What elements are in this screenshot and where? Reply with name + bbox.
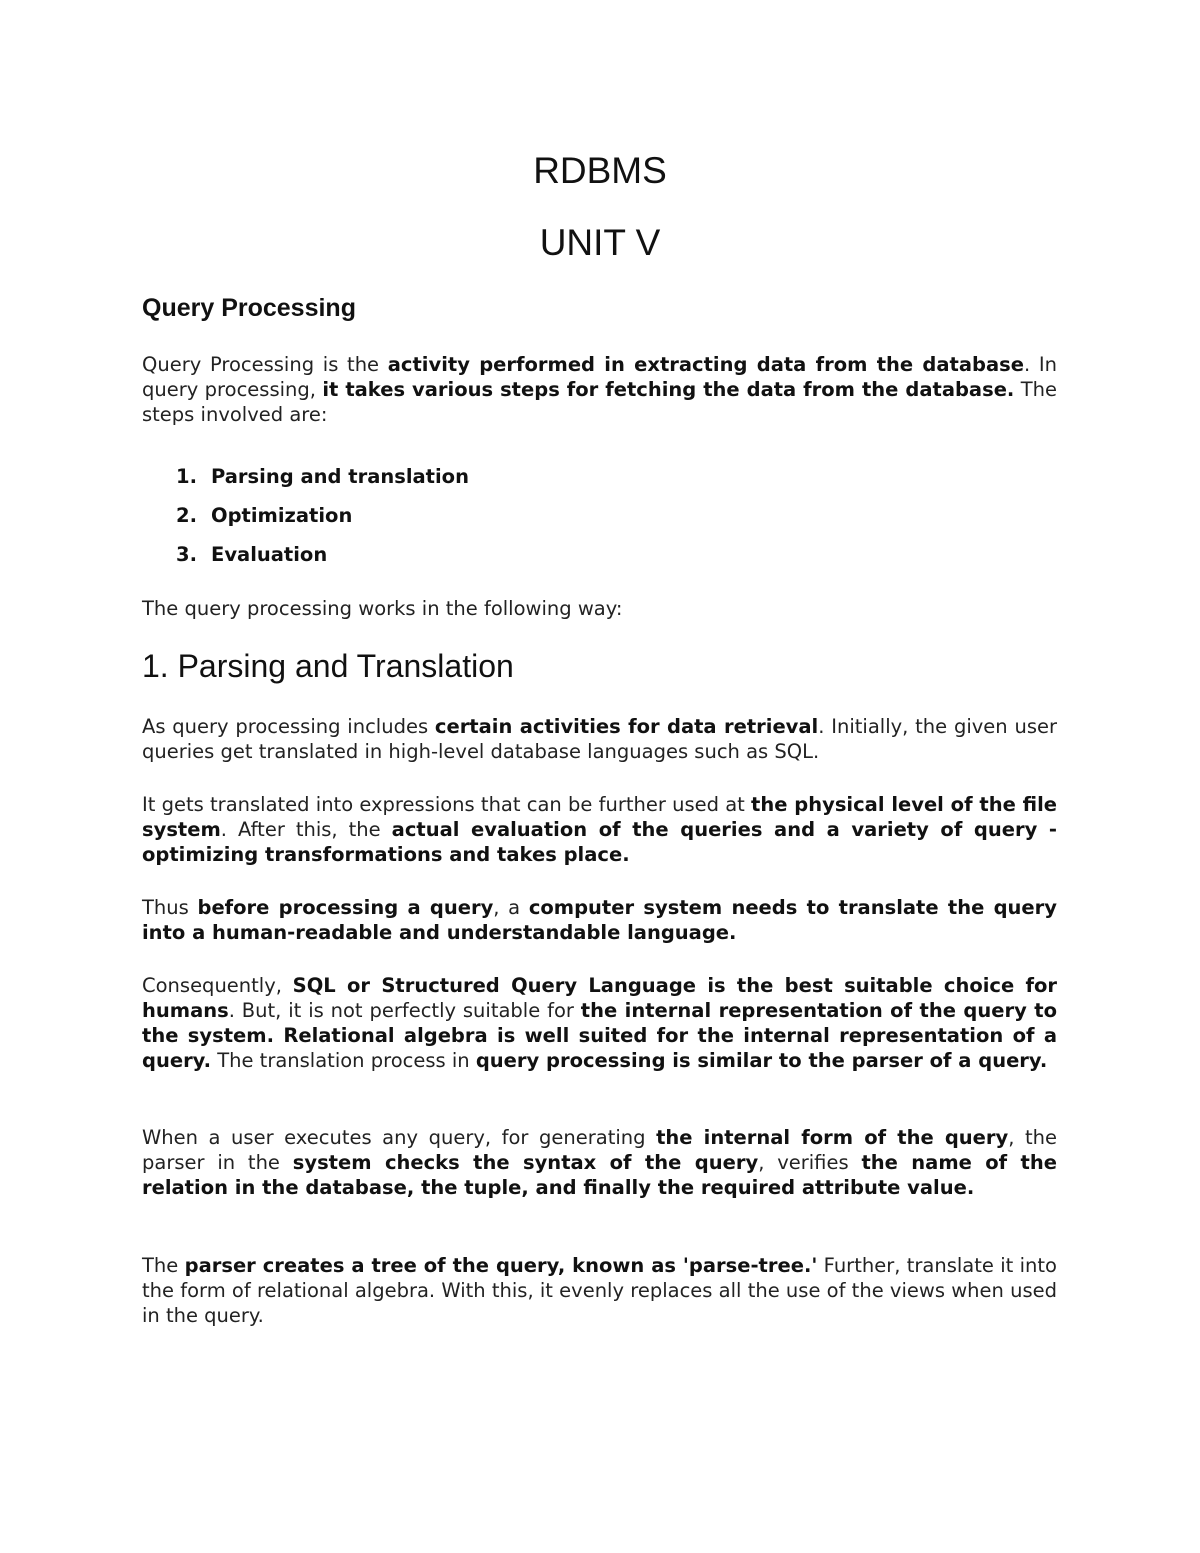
document-title: RDBMS <box>533 150 667 191</box>
bold-text: the name of the relation in the database, the tuple, and finally the required attribute value. <box>142 1151 1057 1199</box>
text-run: The steps involved are: <box>142 378 1057 426</box>
bold-text: the physical level of the file system <box>142 793 1057 841</box>
paragraph <box>142 714 1057 764</box>
works-line: The query processing works in the following way: <box>142 597 623 620</box>
bold-text: actual evaluation of the queries and a variety of query -optimizing transformations and takes place. <box>142 818 1057 866</box>
text-run: When a user executes any query, for generating <box>142 1126 657 1149</box>
steps-list <box>176 464 469 581</box>
list-item <box>176 503 469 542</box>
text-run: As query processing includes <box>142 715 435 738</box>
bold-text: the internal representation of the query to the system. Relational algebra is well suited for the internal representation of a query. <box>142 999 1057 1072</box>
list-label: Optimization <box>211 504 353 527</box>
text-run: . But, it is not perfectly suitable for <box>228 999 581 1022</box>
list-number: 1. <box>176 465 197 488</box>
section-heading: Query Processing <box>142 294 356 322</box>
unit-heading: UNIT V <box>539 222 661 263</box>
paragraph <box>142 973 1057 1073</box>
bold-text: activity performed in extracting data from the database <box>387 353 1024 376</box>
list-item <box>176 464 469 503</box>
text-run: , the parser in the <box>142 1126 1057 1174</box>
text-run: . After this, the <box>220 818 392 841</box>
bold-text: before processing a query <box>197 896 494 919</box>
paragraph <box>142 895 1057 945</box>
bold-text: computer system needs to translate the query into a human-readable and understandable language. <box>142 896 1057 944</box>
list-number: 3. <box>176 543 197 566</box>
text-run: . In query processing, <box>142 353 1057 401</box>
paragraph <box>142 1125 1057 1200</box>
bold-text: the internal form of the query <box>656 1126 1009 1149</box>
text-run: . Initially, the given user queries get translated in high-level database languages such as SQL. <box>142 715 1057 763</box>
text-run: Thus <box>142 896 198 919</box>
text-run: Consequently, <box>142 974 293 997</box>
text-run: , a <box>493 896 529 919</box>
list-label: Evaluation <box>211 543 328 566</box>
bold-text: SQL or Structured Query Language is the best suitable choice for humans <box>142 974 1057 1022</box>
paragraph <box>142 792 1057 867</box>
bold-text: certain activities for data retrieval <box>434 715 819 738</box>
list-label: Parsing and translation <box>211 465 469 488</box>
text-run: The <box>142 1254 185 1277</box>
text-run: Further, translate it into the form of relational algebra. With this, it evenly replaces all the use of the views when used in the query. <box>142 1254 1057 1327</box>
bold-text: parser creates a tree of the query, known as 'parse-tree.' <box>184 1254 818 1277</box>
bold-text: it takes various steps for fetching the data from the database. <box>322 378 1015 401</box>
text-run: It gets translated into expressions that can be further used at <box>142 793 752 816</box>
bold-text: system checks the syntax of the query <box>292 1151 759 1174</box>
list-item <box>176 542 469 581</box>
subsection-heading: 1. Parsing and Translation <box>142 648 514 684</box>
list-number: 2. <box>176 504 197 527</box>
text-run: Query Processing is the <box>142 353 388 376</box>
bold-text: query processing is similar to the parser of a query. <box>475 1049 1048 1072</box>
intro-paragraph <box>142 352 1057 427</box>
text-run: , verifies <box>758 1151 862 1174</box>
text-run: The translation process in <box>211 1049 476 1072</box>
paragraph <box>142 1253 1057 1328</box>
